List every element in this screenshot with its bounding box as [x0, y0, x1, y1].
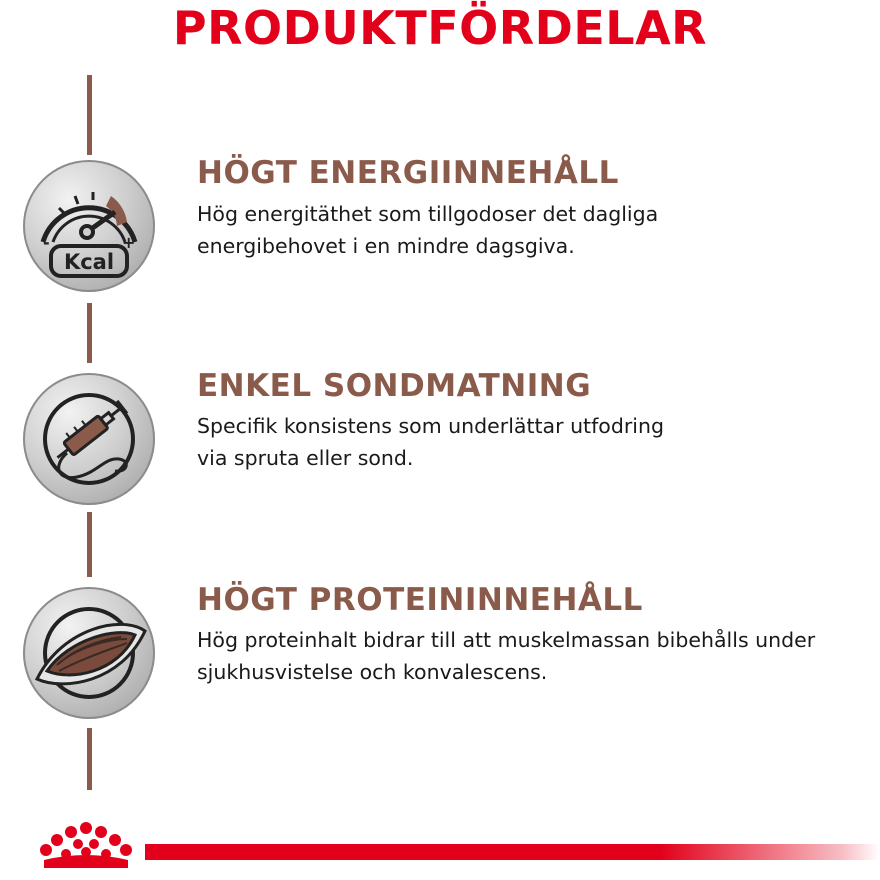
page-title: PRODUKTFÖRDELAR — [172, 1, 708, 55]
kcal-label: Kcal — [63, 250, 115, 274]
svg-text:-: - — [43, 233, 50, 252]
svg-text:+: + — [122, 233, 136, 252]
muscle-icon — [23, 587, 155, 719]
benefit-description: Hög proteinhalt bidrar till att muskelmassan bibehålls under sjukhusvistelse och konvalescens. — [197, 628, 816, 684]
connector-line — [87, 75, 92, 155]
benefit-heading: ENKEL SONDMATNING — [197, 368, 592, 404]
connector-line — [87, 512, 92, 577]
kcal-gauge-icon — [23, 160, 155, 292]
brand-bar — [145, 844, 880, 860]
connector-line — [87, 728, 92, 790]
benefit-heading: HÖGT PROTEININNEHÅLL — [197, 582, 643, 618]
connector-line — [87, 303, 92, 363]
benefit-description: Hög energitäthet som tillgodoser det dagliga energibehovet i en mindre dagsgiva. — [197, 202, 659, 258]
syringe-tube-icon — [23, 373, 155, 505]
benefit-description: Specifik konsistens som underlättar utfodring via spruta eller sond. — [197, 414, 664, 470]
benefit-heading: HÖGT ENERGIINNEHÅLL — [197, 155, 619, 191]
crown-logo-icon — [36, 820, 136, 870]
